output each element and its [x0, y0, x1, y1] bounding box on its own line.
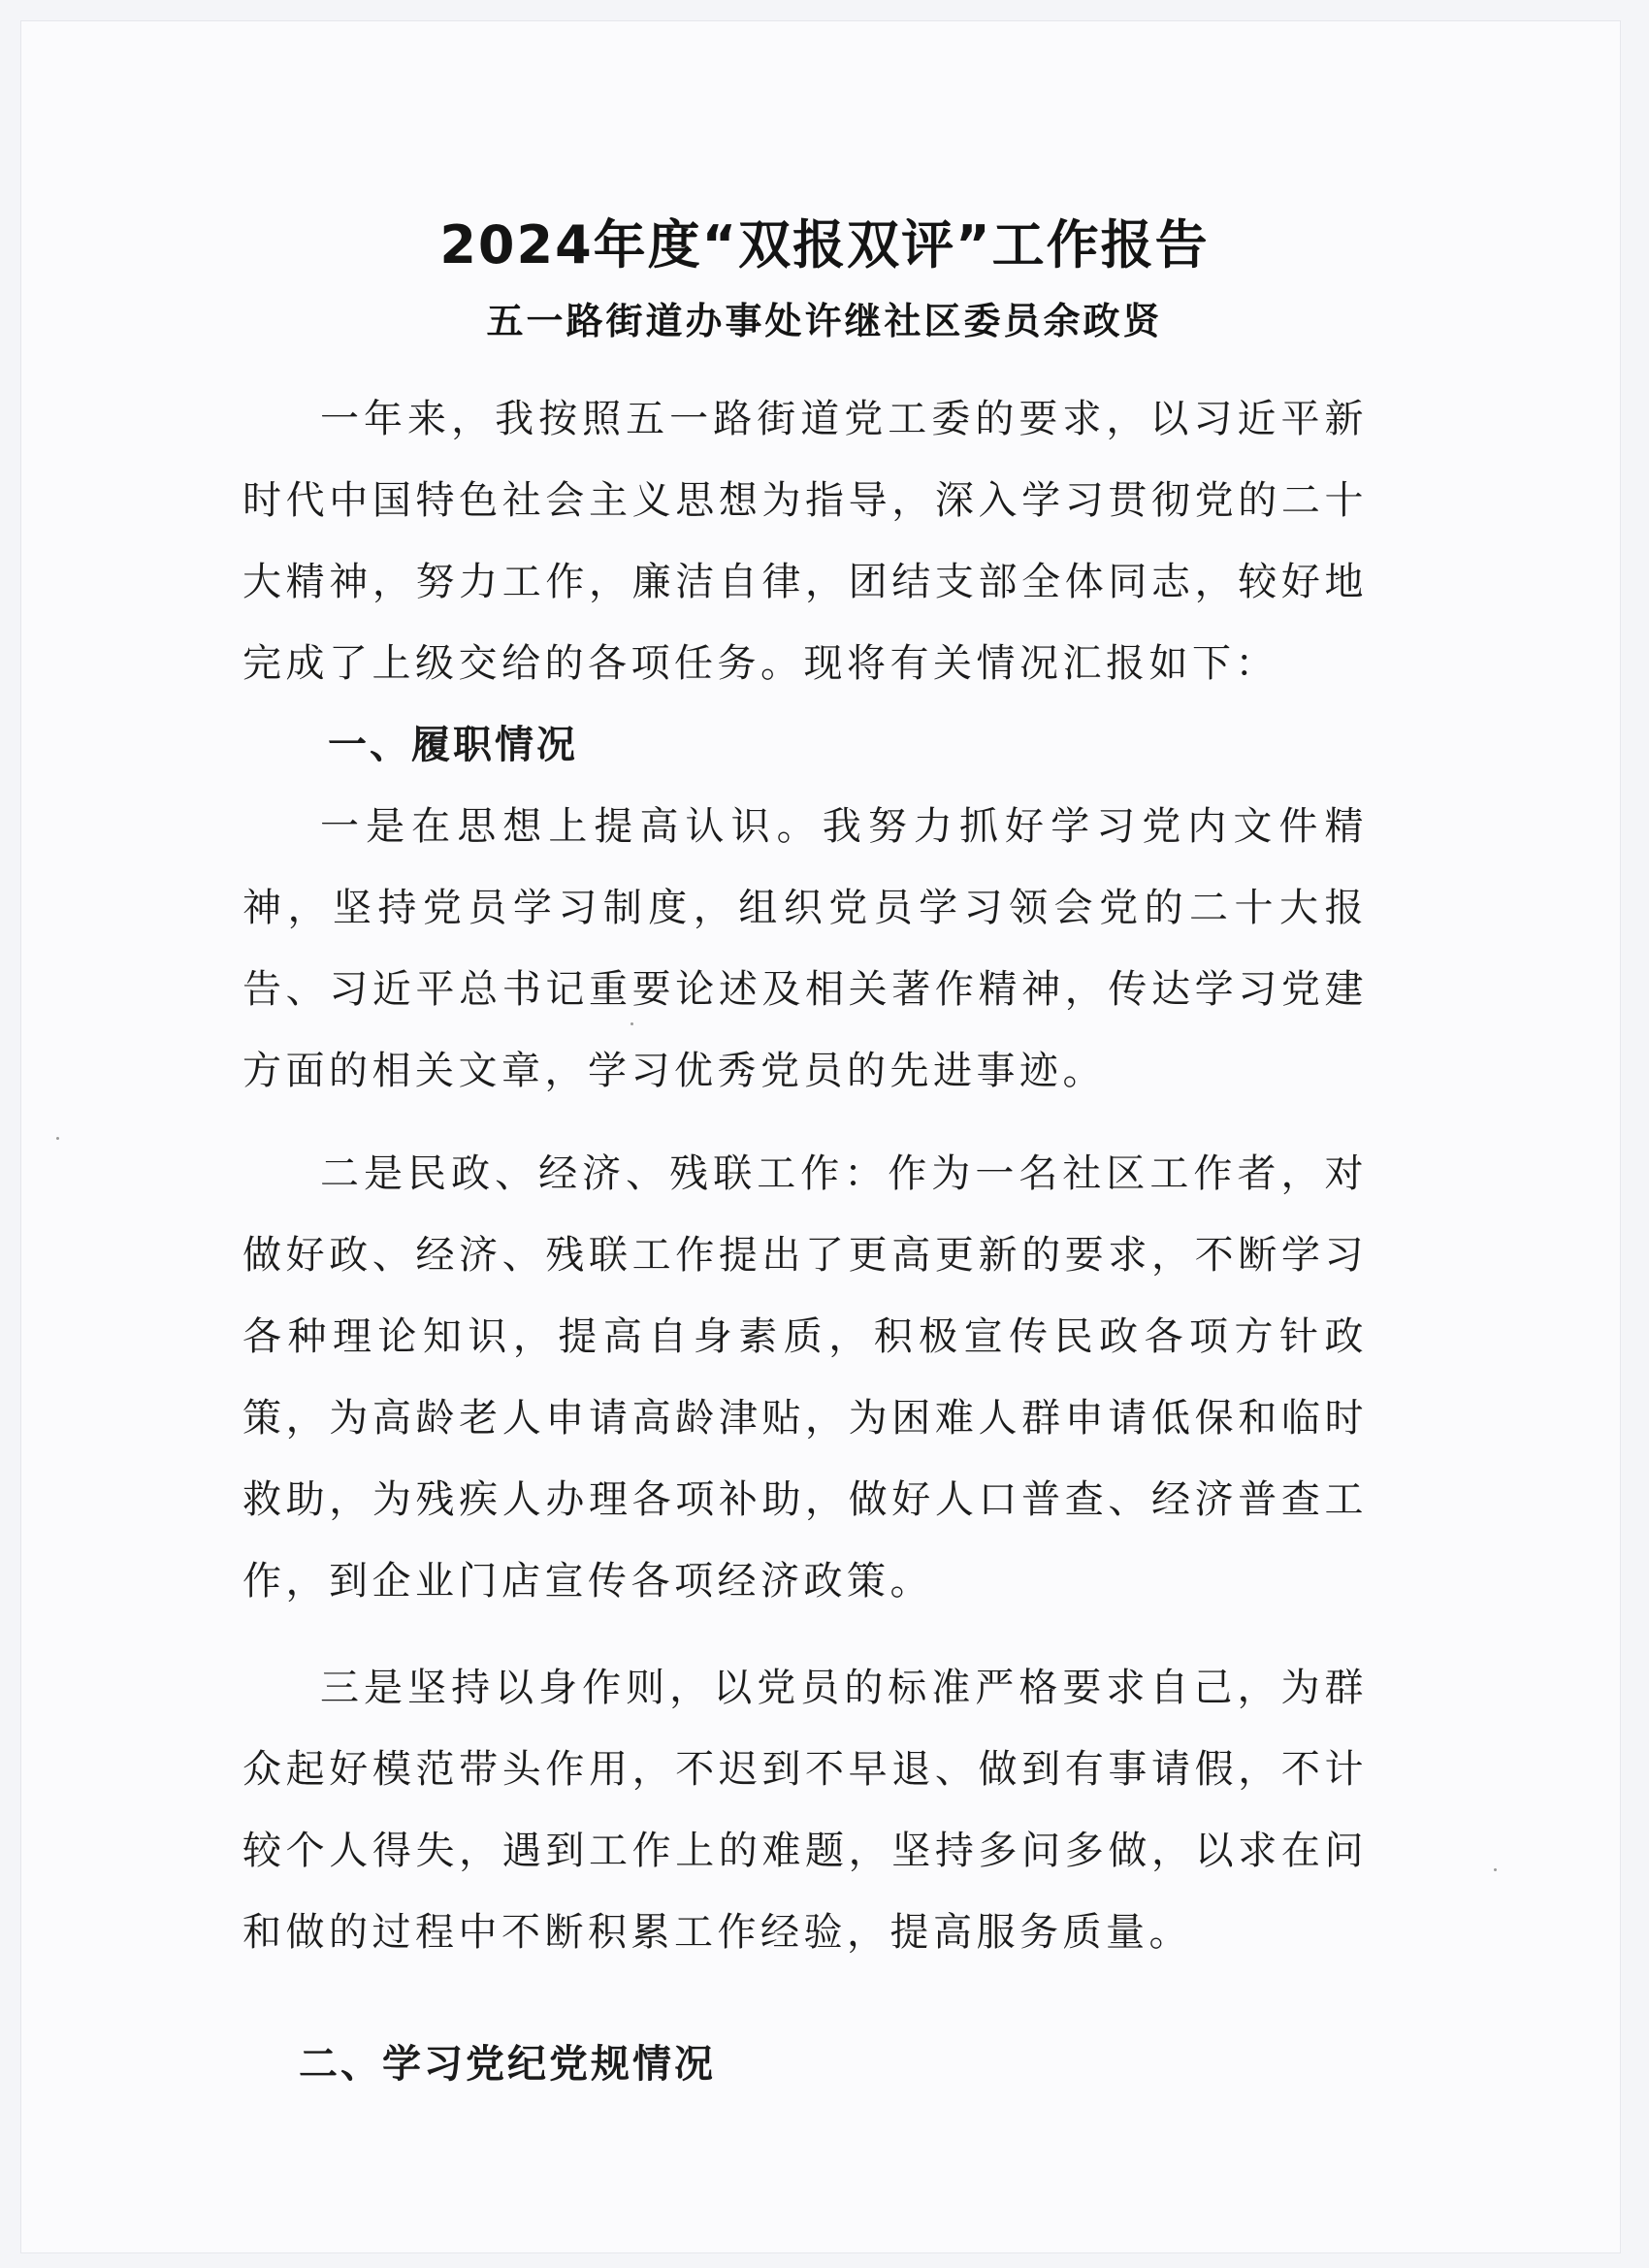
scan-speck	[56, 1137, 59, 1140]
scan-speck	[630, 1022, 633, 1025]
section1-heading: 一、履职情况	[328, 723, 578, 767]
section1-paragraph-1: 一是在思想上提高认识。我努力抓好学习党内文件精神，坚持党员学习制度，组织党员学习领会党的二十大报告、习近平总书记重要论述及相关著作精神，传达学习党建方面的相关文章，学习优秀党员的先进事迹。	[242, 804, 1368, 1093]
document-title: 2024年度“双报双评”工作报告	[439, 214, 1210, 275]
document-body	[242, 378, 1368, 2105]
document-subtitle: 五一路街道办事处许继社区委员余政贤	[486, 300, 1163, 342]
intro-paragraph: 一年来，我按照五一路街道党工委的要求，以习近平新时代中国特色社会主义思想为指导，深入学习贯彻党的二十大精神，努力工作，廉洁自律，团结支部全体同志，较好地完成了上级交给的各项任务。现将有关情况汇报如下：	[242, 397, 1368, 686]
section1-paragraph-2: 二是民政、经济、残联工作：作为一名社区工作者，对做好政、经济、残联工作提出了更高更新的要求，不断学习各种理论知识，提高自身素质，积极宣传民政各项方针政策，为高龄老人申请高龄津贴，为困难人群申请低保和临时救助，为残疾人办理各项补助，做好人口普查、经济普查工作，到企业门店宣传各项经济政策。	[242, 1151, 1368, 1604]
scan-speck	[1494, 1868, 1497, 1871]
section2-heading: 二、学习党纪党规情况	[299, 2042, 716, 2087]
section1-paragraph-3: 三是坚持以身作则，以党员的标准严格要求自己，为群众起好模范带头作用，不迟到不早退、做到有事请假，不计较个人得失，遇到工作上的难题，坚持多问多做，以求在问和做的过程中不断积累工作经验，提高服务质量。	[242, 1666, 1368, 1955]
